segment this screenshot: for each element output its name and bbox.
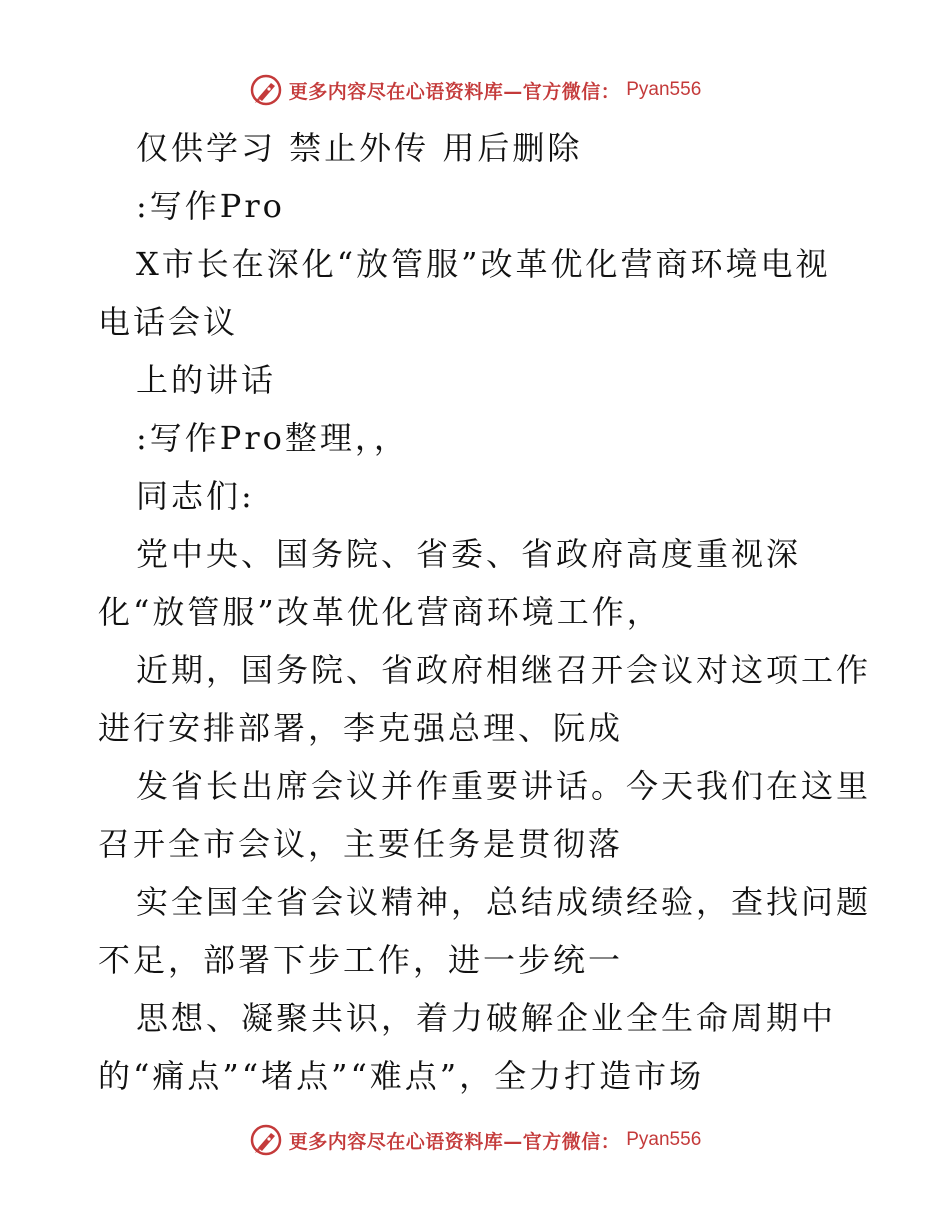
paragraph-line: 近期，国务院、省政府相继召开会议对这项工作 — [136, 651, 872, 689]
header-banner — [0, 70, 950, 110]
footer-banner-text: 更多内容尽在心语资料库—官方微信： — [288, 1130, 621, 1153]
footer-banner — [0, 1120, 950, 1160]
title-line-3: 上的讲话 — [136, 361, 277, 399]
header-banner-text: 更多内容尽在心语资料库—官方微信： — [288, 80, 621, 103]
paragraph-line: 不足，部署下步工作，进一步统一 — [98, 941, 624, 979]
salutation-line: 同志们: — [136, 477, 255, 515]
paragraph-line: 的“痛点”“堵点”“难点”，全力打造市场 — [98, 1057, 705, 1095]
footer-banner-wechat-id: Pyan556 — [626, 1129, 702, 1150]
fountain-pen-logo-icon — [249, 1123, 283, 1157]
paragraph-line: 化“放管服”改革优化营商环境工作， — [98, 593, 662, 631]
paragraph-line: 党中央、国务院、省委、省政府高度重视深 — [136, 535, 802, 573]
title-line-2: 电话会议 — [98, 303, 239, 341]
paragraph-line: 思想、凝聚共识，着力破解企业全生命周期中 — [136, 999, 837, 1037]
source-line: :写作Pro — [136, 187, 285, 225]
fountain-pen-logo-icon — [249, 73, 283, 107]
header-banner-wechat-id: Pyan556 — [626, 79, 702, 100]
notice-line: 仅供学习 禁止外传 用后删除 — [136, 129, 583, 167]
compiler-line: :写作Pro整理，， — [136, 419, 409, 457]
paragraph-line: 实全国全省会议精神，总结成绩经验，查找问题 — [136, 883, 872, 921]
paragraph-line: 进行安排部署，李克强总理、阮成 — [98, 709, 624, 747]
paragraph-line: 发省长出席会议并作重要讲话。今天我们在这里 — [136, 767, 872, 805]
paragraph-line: 召开全市会议，主要任务是贯彻落 — [98, 825, 624, 863]
title-line-1: X市长在深化“放管服”改革优化营商环境电视 — [136, 245, 831, 283]
